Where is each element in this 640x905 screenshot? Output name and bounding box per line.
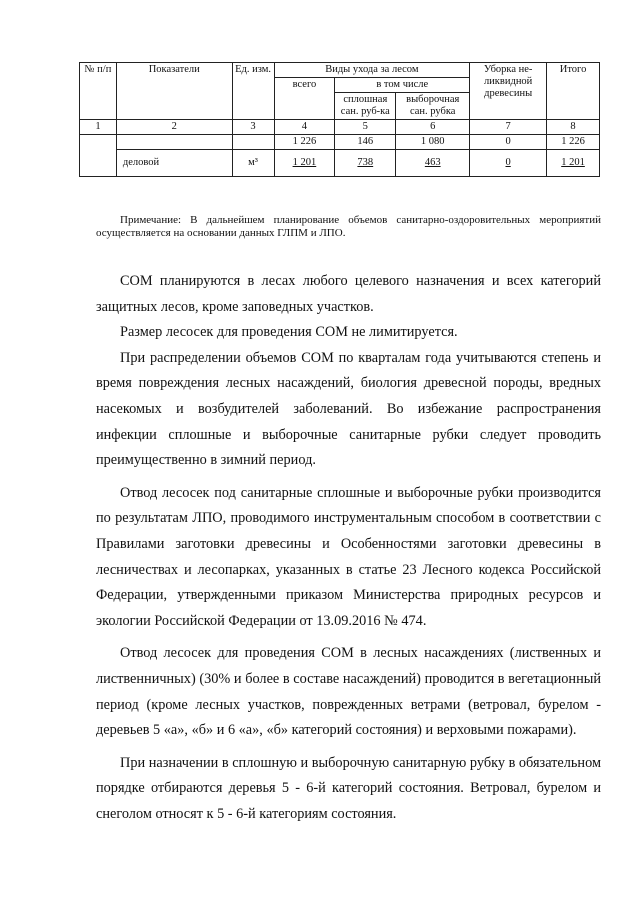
column-number: 3 (232, 120, 274, 135)
row-cleanup: 0 (470, 150, 547, 177)
row-unit: м³ (232, 150, 274, 177)
column-number: 8 (547, 120, 600, 135)
row-clear: 146 (335, 135, 396, 150)
paragraph: При распределении объемов СОМ по кварталам года учитываются степень и время повреждения лесных насаждений, биология древесной породы, вредных насекомых и возбудителей заболеваний. Во избежание распространения инфекции сплошные и выборочные санитарные рубки следует проводить преимущественно в зимний период. (96, 349, 601, 469)
column-number: 1 (80, 120, 117, 135)
paragraph: При назначении в сплошную и выборочную санитарную рубку в обязательном порядке отбираются деревья 5 - 6-й категорий состояния. Ветровал, бурелом и снеголом относят к 5 - 6-й категориям состояния. (96, 754, 601, 822)
row-itogo: 1 201 (547, 150, 600, 177)
table-row (80, 150, 600, 177)
header-cleanup: Уборка не-ликвидной древесины (470, 63, 547, 120)
body-text (96, 269, 601, 827)
header-num: № п/п (80, 63, 117, 120)
row-num (80, 135, 117, 177)
header-grand-total: Итого (547, 63, 600, 120)
paragraph: Размер лесосек для проведения СОМ не лимитируется. (120, 324, 458, 341)
header-selective-cut: выборочная сан. рубка (396, 93, 470, 120)
header-care-types: Виды ухода за лесом (274, 63, 470, 78)
header-clear-cut: сплошная сан. руб-ка (335, 93, 396, 120)
row-itogo: 1 226 (547, 135, 600, 150)
header-total-care: всего (274, 78, 335, 120)
column-number: 6 (396, 120, 470, 135)
row-total: 1 226 (274, 135, 335, 150)
row-selective: 1 080 (396, 135, 470, 150)
row-selective: 463 (396, 150, 470, 177)
row-name (116, 135, 232, 150)
row-cleanup: 0 (470, 135, 547, 150)
paragraph: Отвод лесосек для проведения СОМ в лесных насаждениях (лиственных и лиственничных) (30% и более в составе насаждений) проводится в вегетационный период (кроме лесных участков, поврежденных ветрами (ветровал, бурелом - деревьев 5 «а», «б» и 6 «а», «б» категорий состояния) и верховыми пожарами). (96, 645, 601, 739)
row-name: деловой (116, 150, 232, 177)
row-clear: 738 (335, 150, 396, 177)
column-number: 4 (274, 120, 335, 135)
paragraph: СОМ планируются в лесах любого целевого назначения и всех категорий защитных лесов, кроме заповедных участков. (96, 273, 601, 315)
header-including: в том числе (335, 78, 470, 93)
row-unit (232, 135, 274, 150)
care-volume-table (79, 62, 600, 177)
header-indicators: Показатели (116, 63, 232, 120)
column-number: 5 (335, 120, 396, 135)
column-number: 7 (470, 120, 547, 135)
column-number: 2 (116, 120, 232, 135)
table-note: Примечание: В дальнейшем планирование объемов санитарно-оздоровительных мероприятий осуществляется на основании данных ГЛПМ и ЛПО. (96, 214, 601, 239)
paragraph: Отвод лесосек под санитарные сплошные и выборочные рубки производится по результатам ЛПО, проводимого инструментальным способом в соответствии с Правилами заготовки древесины и Особенностями заготовки древесины в лесничествах и лесопарках, указанных в статье 23 Лесного кодекса Российской Федерации, утвержденными приказом Министерства природных ресурсов и экологии Российской Федерации от 13.09.2016 № 474. (96, 484, 601, 629)
table-header-row (80, 63, 600, 78)
row-total: 1 201 (274, 150, 335, 177)
header-unit: Ед. изм. (232, 63, 274, 120)
table-row (80, 135, 600, 150)
column-number-row (80, 120, 600, 135)
